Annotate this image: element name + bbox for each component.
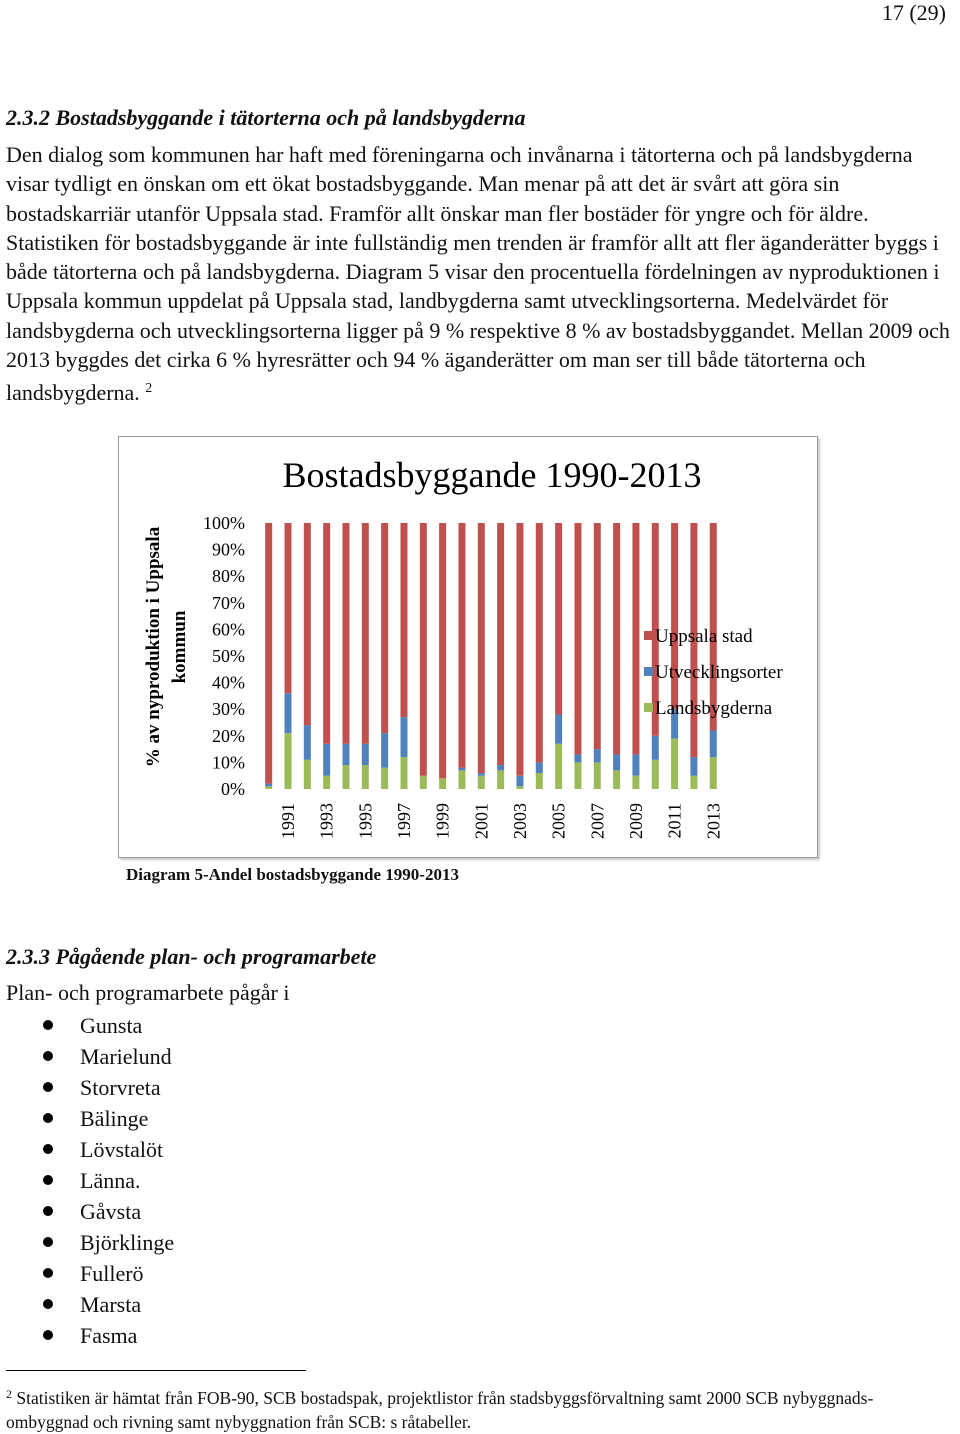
bar-segment-landsbygderna [285,733,292,789]
bar-segment-uppsala-stad [613,523,620,754]
bar-segment-landsbygderna [323,776,330,789]
bar-segment-landsbygderna [574,762,581,789]
y-tick-label: 40% [212,672,245,693]
bar-segment-utvecklingsorter [497,765,504,770]
y-tick-label: 80% [212,566,245,587]
list-item-text: Storvreta [80,1075,161,1100]
x-tick-label: 2007 [587,803,608,839]
list-item-text: Björklinge [80,1230,175,1255]
body-paragraph [6,140,951,408]
bar-segment-landsbygderna [652,760,659,789]
chart-title: Bostadsbyggande 1990-2013 [282,455,702,495]
bar-segment-utvecklingsorter [536,762,543,773]
bar-segment-utvecklingsorter [285,693,292,733]
bar-segment-uppsala-stad [304,523,311,725]
bar-segment-uppsala-stad [362,523,369,744]
footnote-text: Statistiken är hämtat från FOB-90, SCB bostadspak, projektlistor från stadsbyggsförvaltning samt 2000 SCB nybyggnads- ombyggnad och rivning samt nybyggnation från SCB: s råtabeller. [6,1388,874,1432]
x-tick-label: 1991 [278,803,298,839]
bar-segment-utvecklingsorter [652,736,659,760]
y-tick-label: 100% [203,513,245,533]
y-axis-label-line: kommun [169,610,190,684]
bar-segment-uppsala-stad [285,523,292,693]
bar-segment-landsbygderna [420,776,427,789]
bullet-icon [43,1206,53,1216]
legend-swatch [644,667,653,676]
bar-segment-utvecklingsorter [323,744,330,776]
bar-segment-uppsala-stad [439,523,446,778]
bar-segment-landsbygderna [400,757,407,789]
list-item [0,1165,174,1196]
bar-segment-uppsala-stad [574,523,581,754]
legend-label: Utvecklingsorter [655,662,783,683]
bar-segment-utvecklingsorter [362,744,369,765]
x-tick-label: 2011 [664,803,685,839]
bar-segment-uppsala-stad [632,523,639,754]
bar-segment-landsbygderna [342,765,349,789]
bar-segment-landsbygderna [594,762,601,789]
bar-segment-utvecklingsorter [516,776,523,787]
bar-segment-landsbygderna [710,757,717,789]
bar-segment-uppsala-stad [536,523,543,762]
bar-segment-landsbygderna [555,744,562,789]
list-item-text: Bälinge [80,1106,149,1131]
x-tick-label: 1993 [316,803,337,839]
bullet-icon [43,1175,53,1185]
list-item [0,1041,174,1072]
bar-segment-utvecklingsorter [690,757,697,776]
footnote-number: 2 [6,1387,12,1401]
y-tick-label: 70% [212,592,245,613]
bar-segment-landsbygderna [516,786,523,789]
y-tick-label: 60% [212,619,245,640]
y-axis-label [143,526,190,767]
footnote-reference: 2 [145,381,153,397]
list-item-text: Marsta [80,1292,142,1317]
bar-segment-landsbygderna [690,776,697,789]
y-tick-label: 90% [212,539,245,560]
y-tick-label: 20% [212,725,245,746]
bar-segment-landsbygderna [632,776,639,789]
bar-segment-landsbygderna [304,760,311,789]
list-item-text: Länna. [80,1168,141,1193]
list-item [0,1258,174,1289]
stacked-bar-chart [119,437,817,857]
legend-swatch [644,703,653,712]
list-item [0,1134,174,1165]
bullet-icon [43,1268,53,1278]
bar-segment-landsbygderna [536,773,543,789]
y-tick-label: 0% [221,779,245,799]
page-number: 17 (29) [881,0,946,25]
bullet-icon [43,1020,53,1030]
bullet-icon [43,1237,53,1247]
bar-segment-landsbygderna [478,776,485,789]
list-item-text: Fasma [80,1323,138,1348]
list-item [0,1320,174,1351]
bar-segment-uppsala-stad [420,523,427,776]
bar-segment-utvecklingsorter [265,784,272,787]
list-item-text: Fullerö [80,1261,144,1286]
bar-segment-uppsala-stad [497,523,504,765]
bullet-icon [43,1051,53,1061]
legend-label: Uppsala stad [655,626,753,647]
y-tick-label: 30% [212,699,245,720]
y-axis-label-line: % av nyproduktion i Uppsala [143,526,164,768]
bar-segment-uppsala-stad [265,523,272,784]
footnote [6,1382,951,1434]
x-tick-label: 1999 [432,803,453,839]
y-tick-label: 50% [212,646,245,666]
list-item [0,1103,174,1134]
x-tick-label: 1997 [394,803,414,839]
bar-segment-landsbygderna [671,738,678,789]
bar-segment-utvecklingsorter [400,717,407,757]
list-item [0,1010,174,1041]
bar-segment-landsbygderna [613,770,620,789]
bar-segment-utvecklingsorter [574,754,581,762]
section-heading-planarbete: 2.3.3 Pågående plan- och programarbete [6,944,377,969]
bar-segment-utvecklingsorter [458,768,465,771]
list-item-text: Gunsta [80,1013,143,1038]
bar-segment-utvecklingsorter [381,733,388,768]
bar-segment-utvecklingsorter [478,773,485,776]
bar-segment-utvecklingsorter [710,730,717,757]
bar-segment-uppsala-stad [342,523,349,744]
y-tick-label: 10% [212,752,245,773]
bar-segment-landsbygderna [381,768,388,789]
bar-segment-utvecklingsorter [555,715,562,744]
footnote-divider [6,1370,306,1371]
bar-segment-uppsala-stad [400,523,407,717]
list-item-text: Marielund [80,1044,172,1069]
bar-segment-landsbygderna [362,765,369,789]
bar-segment-utvecklingsorter [613,754,620,770]
bar-segment-landsbygderna [265,786,272,789]
bar-segment-uppsala-stad [516,523,523,776]
x-tick-label: 2003 [510,803,530,839]
bar-segment-uppsala-stad [323,523,330,744]
bar-segment-landsbygderna [458,770,465,789]
list-item [0,1072,174,1103]
bullet-icon [43,1299,53,1309]
bullet-icon [43,1082,53,1092]
list-item [0,1196,174,1227]
list-item-text: Gåvsta [80,1199,142,1224]
bar-segment-landsbygderna [439,778,446,789]
x-tick-label: 2009 [625,803,646,839]
bar-segment-utvecklingsorter [594,749,601,762]
list-intro: Plan- och programarbete pågår i [6,980,290,1005]
section-heading-bostadsbyggande: 2.3.2 Bostadsbyggande i tätorterna och på landsbygderna [6,105,526,130]
list-item [0,1227,174,1258]
paragraph-text: Den dialog som kommunen har haft med föreningarna och invånarna i tätorterna och på landsbygderna visar tydligt en önskan om ett ökat bostadsbyggande. Man menar på att det är svårt att göra sin bostadskarriär utanför Uppsala stad. Framför allt önskar man fler bostäder för yngre och för äldre. Statistiken för bostadsbyggande är inte fullständig men trenden är framför allt att fler äganderätter byggs i både tätorterna och på landsbygderna. Diagram 5 visar den procentuella fördelningen av nyproduktionen i Uppsala kommun uppdelat på Uppsala stad, landbygderna samt utvecklingsorterna. Medelvärdet för landsbygderna och utvecklingsorterna ligger på 9 % respektive 8 % av bostadsbyggandet. Mellan 2009 och 2013 byggdes det cirka 6 % hyresrätter och 94 % äganderätter om man ser till både tätorterna och landsbygderna. [6,142,950,406]
legend-label: Landsbygderna [655,698,773,719]
list-item-text: Lövstalöt [80,1137,164,1162]
bullet-icon [43,1144,53,1154]
bar-segment-uppsala-stad [555,523,562,715]
list-item [0,1289,174,1320]
chart-container [118,436,818,858]
chart-caption: Diagram 5-Andel bostadsbyggande 1990-2013 [126,865,459,884]
bar-segment-utvecklingsorter [342,744,349,765]
x-tick-label: 1995 [355,803,376,839]
x-tick-label: 2005 [548,803,569,839]
x-tick-label: 2001 [471,803,492,839]
bar-segment-utvecklingsorter [632,754,639,775]
x-tick-label: 2013 [703,803,724,839]
place-list [0,1010,174,1351]
bar-segment-uppsala-stad [478,523,485,773]
bar-segment-uppsala-stad [381,523,388,733]
bullet-icon [43,1113,53,1123]
bar-segment-landsbygderna [497,770,504,789]
legend-swatch [644,631,653,640]
bar-segment-uppsala-stad [594,523,601,749]
bar-segment-utvecklingsorter [304,725,311,760]
bullet-icon [43,1330,53,1340]
bar-segment-uppsala-stad [458,523,465,768]
